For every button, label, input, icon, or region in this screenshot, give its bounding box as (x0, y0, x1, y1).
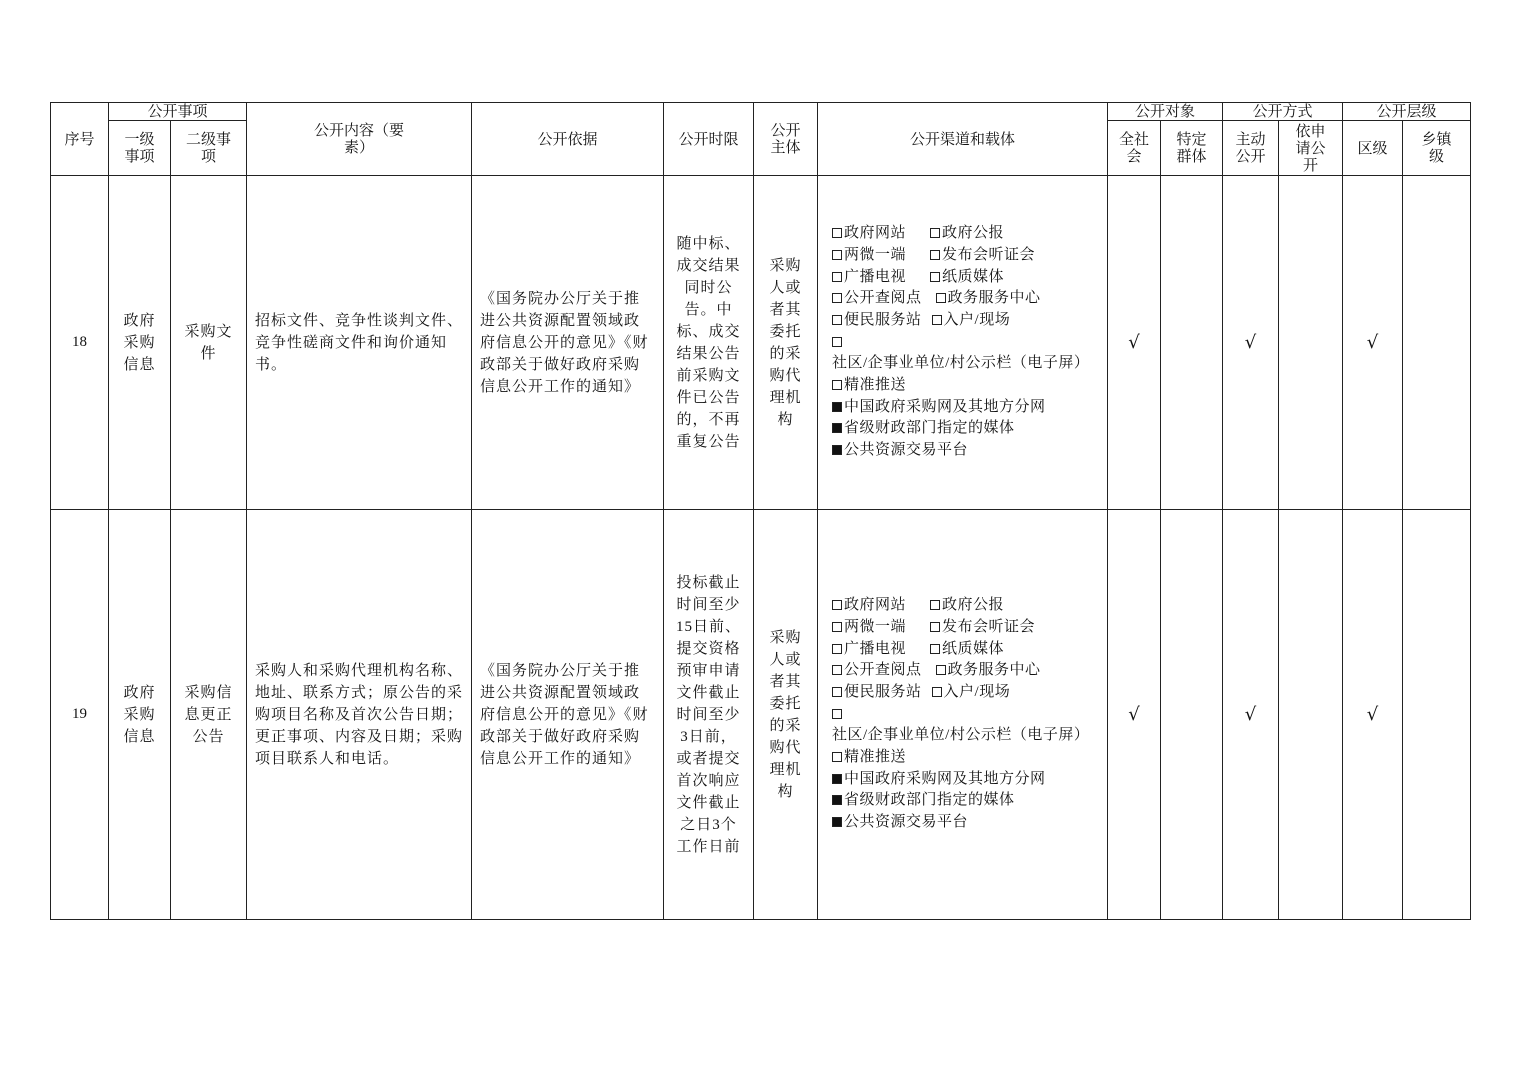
header-target-all: 全社会 (1108, 121, 1161, 176)
checkbox-empty-icon (932, 315, 942, 325)
header-seq: 序号 (51, 103, 109, 176)
checkbox-empty-icon (832, 687, 842, 697)
checkbox-filled-icon (832, 423, 842, 433)
cell-content: 招标文件、竞争性谈判文件、竞争性磋商文件和询价通知书。 (247, 176, 472, 510)
header-method-active: 主动公开 (1223, 121, 1279, 176)
checkbox-empty-icon (832, 622, 842, 632)
cell-timelimit: 随中标、成交结果同时公告。中标、成交结果公告前采购文件已公告的，不再重复公告 (664, 176, 754, 510)
checkbox-empty-icon (936, 665, 946, 675)
channel-line: 两微一端 发布会听证会 (832, 245, 1097, 267)
channel-line: 中国政府采购网及其地方分网 (832, 769, 1097, 791)
disclosure-table (50, 102, 1471, 920)
checkbox-filled-icon (832, 817, 842, 827)
cell-level2: 采购信息更正公告 (171, 510, 247, 920)
checkbox-filled-icon (832, 402, 842, 412)
header-content: 公开内容（要素） (247, 103, 472, 176)
channel-line: 中国政府采购网及其地方分网 (832, 397, 1097, 419)
channel-line: 政府网站 政府公报 (832, 595, 1097, 617)
channel-line: 公开查阅点 政务服务中心 (832, 660, 1097, 682)
header-level-district: 区级 (1343, 121, 1403, 176)
cell-level-town (1403, 510, 1471, 920)
header-method-apply: 依申请公开 (1279, 121, 1343, 176)
checkbox-empty-icon (832, 644, 842, 654)
channel-line: 省级财政部门指定的媒体 (832, 418, 1097, 440)
cell-subject: 采购人或者其委托的采购代理机构 (754, 510, 818, 920)
check-icon: √ (1343, 510, 1403, 920)
check-icon: √ (1108, 510, 1161, 920)
checkbox-empty-icon (930, 272, 940, 282)
channel-line: 公共资源交易平台 (832, 812, 1097, 834)
channel-line: 社区/企事业单位/村公示栏（电子屏） (832, 704, 1097, 747)
header-subject: 公开主体 (754, 103, 818, 176)
cell-seq: 19 (51, 510, 109, 920)
check-icon: √ (1343, 176, 1403, 510)
cell-target-specific (1161, 510, 1223, 920)
check-icon: √ (1223, 176, 1279, 510)
cell-timelimit: 投标截止时间至少15日前、提交资格预审申请文件截止时间至少3日前，或者提交首次响应文件截止之日3个工作日前 (664, 510, 754, 920)
checkbox-empty-icon (832, 250, 842, 260)
channel-line: 公共资源交易平台 (832, 440, 1097, 462)
checkbox-empty-icon (832, 380, 842, 390)
header-channel: 公开渠道和载体 (818, 103, 1108, 176)
checkbox-empty-icon (930, 622, 940, 632)
checkbox-empty-icon (930, 600, 940, 610)
cell-level2: 采购文件 (171, 176, 247, 510)
header-group-target: 公开对象 (1108, 103, 1223, 121)
channel-line: 精准推送 (832, 375, 1097, 397)
header-basis: 公开依据 (472, 103, 664, 176)
checkbox-empty-icon (832, 752, 842, 762)
checkbox-empty-icon (832, 272, 842, 282)
channel-line: 省级财政部门指定的媒体 (832, 790, 1097, 812)
checkbox-empty-icon (930, 228, 940, 238)
checkbox-empty-icon (832, 293, 842, 303)
header-level-town: 乡镇级 (1403, 121, 1471, 176)
channel-line: 便民服务站 入户/现场 (832, 682, 1097, 704)
channel-line: 广播电视 纸质媒体 (832, 267, 1097, 289)
checkbox-empty-icon (932, 687, 942, 697)
cell-basis: 《国务院办公厅关于推进公共资源配置领域政府信息公开的意见》《财政部关于做好政府采购信息公开工作的通知》 (472, 510, 664, 920)
cell-target-specific (1161, 176, 1223, 510)
checkbox-empty-icon (930, 250, 940, 260)
header-level1: 一级事项 (109, 121, 171, 176)
table-row (51, 510, 1471, 920)
header-group-level: 公开层级 (1343, 103, 1471, 121)
channel-line: 两微一端 发布会听证会 (832, 617, 1097, 639)
cell-level1: 政府采购信息 (109, 176, 171, 510)
table-row (51, 176, 1471, 510)
checkbox-empty-icon (832, 600, 842, 610)
cell-content: 采购人和采购代理机构名称、地址、联系方式；原公告的采购项目名称及首次公告日期；更正事项、内容及日期；采购项目联系人和电话。 (247, 510, 472, 920)
cell-seq: 18 (51, 176, 109, 510)
checkbox-empty-icon (832, 709, 842, 719)
checkbox-filled-icon (832, 445, 842, 455)
channel-line: 便民服务站 入户/现场 (832, 310, 1097, 332)
checkbox-filled-icon (832, 795, 842, 805)
channel-line: 社区/企事业单位/村公示栏（电子屏） (832, 332, 1097, 375)
checkbox-empty-icon (930, 644, 940, 654)
check-icon: √ (1223, 510, 1279, 920)
header-group-items: 公开事项 (109, 103, 247, 121)
channel-line: 公开查阅点 政务服务中心 (832, 288, 1097, 310)
cell-level-town (1403, 176, 1471, 510)
checkbox-empty-icon (832, 337, 842, 347)
channel-line: 精准推送 (832, 747, 1097, 769)
check-icon: √ (1108, 176, 1161, 510)
channel-line: 政府网站 政府公报 (832, 223, 1097, 245)
cell-basis: 《国务院办公厅关于推进公共资源配置领域政府信息公开的意见》《财政部关于做好政府采购信息公开工作的通知》 (472, 176, 664, 510)
header-level2: 二级事项 (171, 121, 247, 176)
checkbox-empty-icon (832, 665, 842, 675)
cell-method-apply (1279, 510, 1343, 920)
channel-line: 广播电视 纸质媒体 (832, 639, 1097, 661)
header-timelimit: 公开时限 (664, 103, 754, 176)
header-group-method: 公开方式 (1223, 103, 1343, 121)
checkbox-empty-icon (936, 293, 946, 303)
checkbox-empty-icon (832, 315, 842, 325)
cell-method-apply (1279, 176, 1343, 510)
header-target-specific: 特定群体 (1161, 121, 1223, 176)
header-row-1 (51, 103, 1471, 121)
cell-channels (818, 176, 1108, 510)
cell-subject: 采购人或者其委托的采购代理机构 (754, 176, 818, 510)
checkbox-filled-icon (832, 774, 842, 784)
checkbox-empty-icon (832, 228, 842, 238)
cell-level1: 政府采购信息 (109, 510, 171, 920)
cell-channels (818, 510, 1108, 920)
